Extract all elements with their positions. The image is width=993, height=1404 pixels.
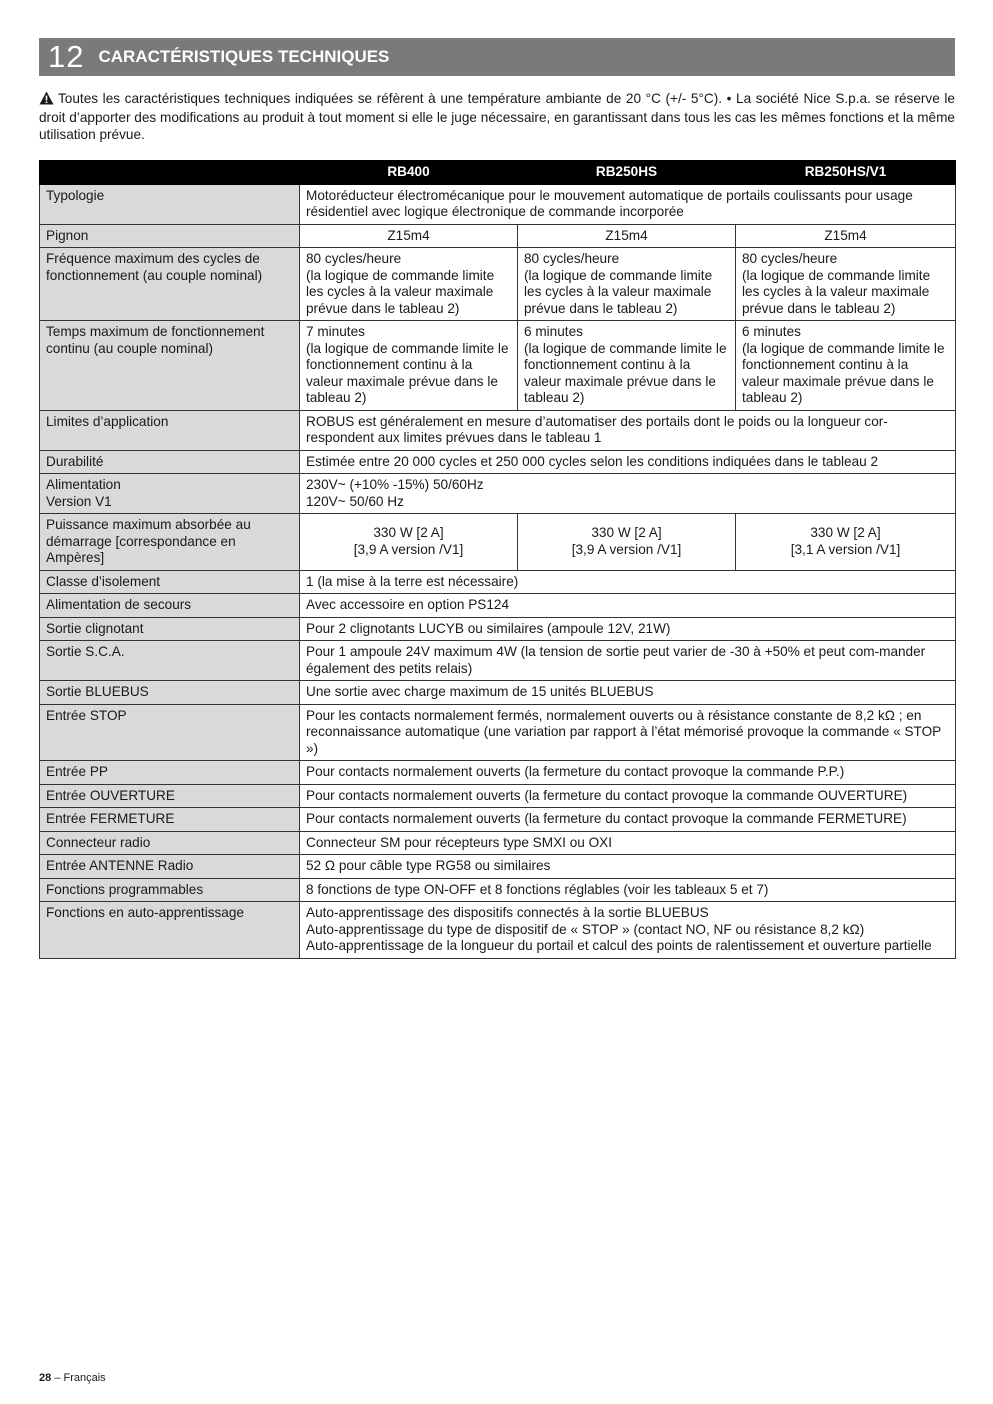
table-row [40, 761, 956, 785]
row-value: 8 fonctions de type ON-OFF et 8 fonctions réglables (voir les tableaux 5 et 7) [300, 878, 956, 902]
row-value: Une sortie avec charge maximum de 15 unités BLUEBUS [300, 681, 956, 705]
specs-table [39, 160, 956, 959]
row-label: Durabilité [40, 450, 300, 474]
table-row [40, 831, 956, 855]
table-row [40, 855, 956, 879]
section-number: 12 [48, 39, 85, 74]
row-value: Z15m4 [736, 224, 956, 248]
row-label: Fonctions programmables [40, 878, 300, 902]
row-label: Connecteur radio [40, 831, 300, 855]
row-label: Sortie S.C.A. [40, 641, 300, 681]
row-value: Z15m4 [518, 224, 736, 248]
table-row [40, 450, 956, 474]
row-value: 1 (la mise à la terre est nécessaire) [300, 570, 956, 594]
table-row [40, 184, 956, 224]
table-row [40, 570, 956, 594]
table-row [40, 878, 956, 902]
table-row [40, 617, 956, 641]
table-row [40, 321, 956, 411]
table-row [40, 410, 956, 450]
row-label: Limites d’application [40, 410, 300, 450]
row-label: Temps maximum de fonctionnement continu (au couple nominal) [40, 321, 300, 411]
row-label: Alimentation Version V1 [40, 474, 300, 514]
row-value: 330 W [2 A] [3,9 A version /V1] [518, 514, 736, 571]
table-row [40, 704, 956, 761]
row-value: 7 minutes (la logique de commande limite le fonctionnement continu à la valeur maximale prévue dans le tableau 2) [300, 321, 518, 411]
row-value: Auto-apprentissage des dispositifs connectés à la sortie BLUEBUS Auto-apprentissage du type de dispositif de « STOP » (contact NO, NF ou résistance 8,2 kΩ) Auto-apprentissage de la longueur du portail et calcul des points de ralentissement et ouverture partielle [300, 902, 956, 959]
row-value: Pour 2 clignotants LUCYB ou similaires (ampoule 12V, 21W) [300, 617, 956, 641]
header-model-rb250hs-v1: RB250HS/V1 [736, 161, 956, 185]
header-model-rb400: RB400 [300, 161, 518, 185]
row-value: 230V~ (+10% -15%) 50/60Hz 120V~ 50/60 Hz [300, 474, 956, 514]
row-label: Alimentation de secours [40, 594, 300, 618]
row-label: Entrée STOP [40, 704, 300, 761]
row-value: 330 W [2 A] [3,9 A version /V1] [300, 514, 518, 571]
row-label: Entrée FERMETURE [40, 808, 300, 832]
table-row [40, 594, 956, 618]
table-row [40, 224, 956, 248]
row-value: 6 minutes (la logique de commande limite le fonctionnement continu à la valeur maximale prévue dans le tableau 2) [518, 321, 736, 411]
row-label: Entrée PP [40, 761, 300, 785]
table-row [40, 474, 956, 514]
header-model-rb250hs: RB250HS [518, 161, 736, 185]
row-value: Pour les contacts normalement fermés, normalement ouverts ou à résistance constante de 8,2 kΩ ; en reconnaissance automatique (une variation par rapport à l’état mémorisé provoque la commande « STOP ») [300, 704, 956, 761]
row-value: Z15m4 [300, 224, 518, 248]
row-label: Entrée OUVERTURE [40, 784, 300, 808]
intro-paragraph [39, 90, 955, 143]
row-value: Pour contacts normalement ouverts (la fermeture du contact provoque la commande FERMETURE) [300, 808, 956, 832]
warning-triangle-icon [39, 91, 54, 109]
footer-language: – Français [54, 1372, 106, 1384]
row-label: Fonctions en auto-apprentissage [40, 902, 300, 959]
row-value: ROBUS est généralement en mesure d’automatiser des portails dont le poids ou la longueur cor-respondent aux limites prévues dans le tableau 1 [300, 410, 956, 450]
row-value: 80 cycles/heure (la logique de commande limite les cycles à la valeur maximale prévue dans le tableau 2) [518, 248, 736, 321]
row-value: 80 cycles/heure (la logique de commande limite les cycles à la valeur maximale prévue dans le tableau 2) [300, 248, 518, 321]
row-value: Pour contacts normalement ouverts (la fermeture du contact provoque la commande OUVERTURE) [300, 784, 956, 808]
row-label: Sortie clignotant [40, 617, 300, 641]
row-label: Entrée ANTENNE Radio [40, 855, 300, 879]
table-row [40, 808, 956, 832]
row-value: Motoréducteur électromécanique pour le mouvement automatique de portails coulissants pour usage résidentiel avec logique électronique de commande incorporée [300, 184, 956, 224]
row-value: Pour 1 ampoule 24V maximum 4W (la tension de sortie peut varier de -30 à +50% et peut com-mander également des petits relais) [300, 641, 956, 681]
row-value: 6 minutes (la logique de commande limite le fonctionnement continu à la valeur maximale prévue dans le tableau 2) [736, 321, 956, 411]
page-number: 28 [39, 1372, 52, 1384]
table-row [40, 641, 956, 681]
table-row [40, 784, 956, 808]
table-row [40, 681, 956, 705]
row-value: Pour contacts normalement ouverts (la fermeture du contact provoque la commande P.P.) [300, 761, 956, 785]
row-label: Fréquence maximum des cycles de fonctionnement (au couple nominal) [40, 248, 300, 321]
row-value: 330 W [2 A] [3,1 A version /V1] [736, 514, 956, 571]
section-title: CARACTÉRISTIQUES TECHNIQUES [98, 47, 390, 66]
row-label: Sortie BLUEBUS [40, 681, 300, 705]
row-value: 52 Ω pour câble type RG58 ou similaires [300, 855, 956, 879]
row-value: Connecteur SM pour récepteurs type SMXI ou OXI [300, 831, 956, 855]
row-value: 80 cycles/heure (la logique de commande limite les cycles à la valeur maximale prévue dans le tableau 2) [736, 248, 956, 321]
section-header [39, 38, 955, 76]
row-label: Typologie [40, 184, 300, 224]
page-footer [39, 1372, 106, 1384]
table-row [40, 248, 956, 321]
row-label: Puissance maximum absorbée au démarrage [correspondance en Ampères] [40, 514, 300, 571]
table-row [40, 902, 956, 959]
row-label: Classe d’isolement [40, 570, 300, 594]
table-row [40, 514, 956, 571]
row-value: Avec accessoire en option PS124 [300, 594, 956, 618]
row-label: Pignon [40, 224, 300, 248]
row-value: Estimée entre 20 000 cycles et 250 000 cycles selon les conditions indiquées dans le tableau 2 [300, 450, 956, 474]
header-blank-cell [40, 161, 300, 185]
intro-text: Toutes les caractéristiques techniques indiquées se réfèrent à une température ambiante de 20 °C (+/- 5°C). • La société Nice S.p.a. se réserve le droit d’apporter des modifications au produit à tout moment si elle le juge nécessaire, en garantissant dans tous les cas les mêmes fonctions et la même utilisation prévue. [39, 91, 955, 142]
table-header-row [40, 161, 956, 185]
